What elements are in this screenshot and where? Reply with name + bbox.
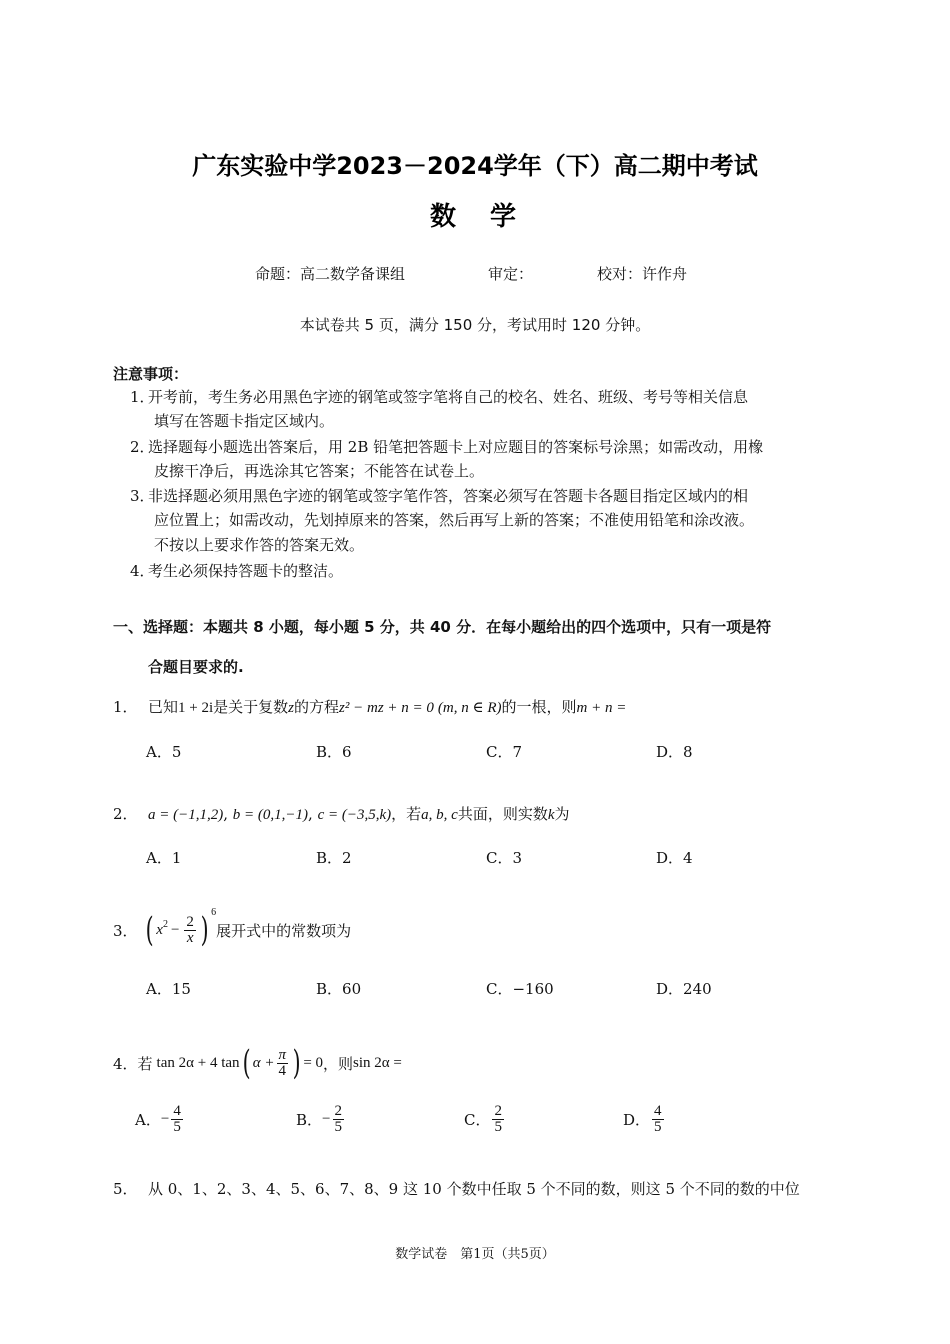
option-a: A．1 — [146, 849, 182, 867]
fraction: $\frac{4}{5}$ — [654, 1103, 662, 1135]
page-footer: 数学试卷 第1页（共5页） — [395, 1247, 555, 1262]
proposer: 命题：高二数学备课组 — [255, 265, 406, 283]
notice-item-continuation: 不按以上要求作答的答案无效。 — [154, 536, 365, 554]
notice-item: 2．选择题每小题选出答案后，用 2B 铅笔把答题卡上对应题目的答案标号涂黑；如需改动，用橡 — [130, 438, 764, 456]
fraction: $\frac{2}{x}$ — [186, 913, 194, 946]
fraction: $\frac{2}{5}$ — [494, 1103, 502, 1135]
option-c: C． $\frac{2}{5}$ — [464, 1103, 502, 1135]
option-a: A．5 — [146, 743, 182, 761]
option-c: C．3 — [486, 849, 523, 867]
exam-title: 广东实验中学2023－2024学年（下）高二期中考试 — [192, 152, 758, 180]
option-d: D． $\frac{4}{5}$ — [623, 1103, 662, 1135]
section-heading: 一、选择题：本题共 8 小题，每小题 5 分，共 40 分．在每小题给出的四个选项中，只有一项是符 — [113, 618, 772, 636]
fraction: $\frac{2}{5}$ — [334, 1103, 342, 1135]
notice-item-continuation: 应位置上；如需改动，先划掉原来的答案，然后再写上新的答案；不准使用铅笔和涂改液。 — [154, 511, 755, 529]
notice-heading: 注意事项： — [113, 365, 189, 383]
question-4: 4．若 tan 2α + 4 tan ( α + $\frac{\pi}{4}$ ) = 0 ，则 sin 2α = — [113, 1043, 402, 1083]
option-c: C．−160 — [486, 980, 554, 998]
option-a: A．15 — [146, 980, 191, 998]
question-2: 2． a = (−1,1,2), b = (0,1,−1), c = (−3,5,k)，若a, b, c共面，则实数k为 — [113, 805, 570, 823]
section-heading-continuation: 合题目要求的. — [148, 658, 244, 676]
proofreader: 校对：许作舟 — [597, 265, 688, 283]
notice-item: 1．开考前，考生务必用黑色字迹的钢笔或签字笔将自己的校名、姓名、班级、考号等相关信息 — [130, 388, 749, 406]
option-b: B． − $\frac{2}{5}$ — [296, 1103, 342, 1135]
notice-item: 4．考生必须保持答题卡的整洁。 — [130, 562, 344, 580]
option-a: A． − $\frac{4}{5}$ — [135, 1103, 181, 1135]
option-d: D．240 — [656, 980, 712, 998]
option-b: B．60 — [316, 980, 362, 998]
question-5: 5． 从 0、1、2、3、4、5、6、7、8、9 这 10 个数中任取 5 个不同的数，则这 5 个不同的数的中位 — [113, 1180, 800, 1198]
option-b: B．6 — [316, 743, 352, 761]
notice-item: 3．非选择题必须用黑色字迹的钢笔或签字笔作答，答案必须写在答题卡各题目指定区域内的相 — [130, 487, 749, 505]
option-b: B．2 — [316, 849, 352, 867]
fraction: $\frac{\pi}{4}$ — [278, 1046, 287, 1079]
question-3: 3． ( x $^2$ − $\frac{2}{x}$ ) 6 展开式中的常数项为 — [113, 907, 352, 950]
reviewer: 审定： — [488, 265, 534, 283]
option-c: C．7 — [486, 743, 523, 761]
fraction: $\frac{4}{5}$ — [173, 1103, 181, 1135]
notice-item-continuation: 皮擦干净后，再选涂其它答案；不能答在试卷上。 — [154, 462, 485, 480]
notice-item-continuation: 填写在答题卡指定区域内。 — [154, 412, 335, 430]
subject-title: 数 学 — [429, 202, 520, 232]
option-d: D．8 — [656, 743, 693, 761]
option-d: D．4 — [656, 849, 693, 867]
exam-info: 本试卷共 5 页，满分 150 分，考试用时 120 分钟。 — [299, 316, 651, 334]
question-1: 1． 已知1 + 2i是关于复数z的方程z² − mz + n = 0 (m, n ∈ R)的一根，则m + n = — [113, 698, 627, 716]
